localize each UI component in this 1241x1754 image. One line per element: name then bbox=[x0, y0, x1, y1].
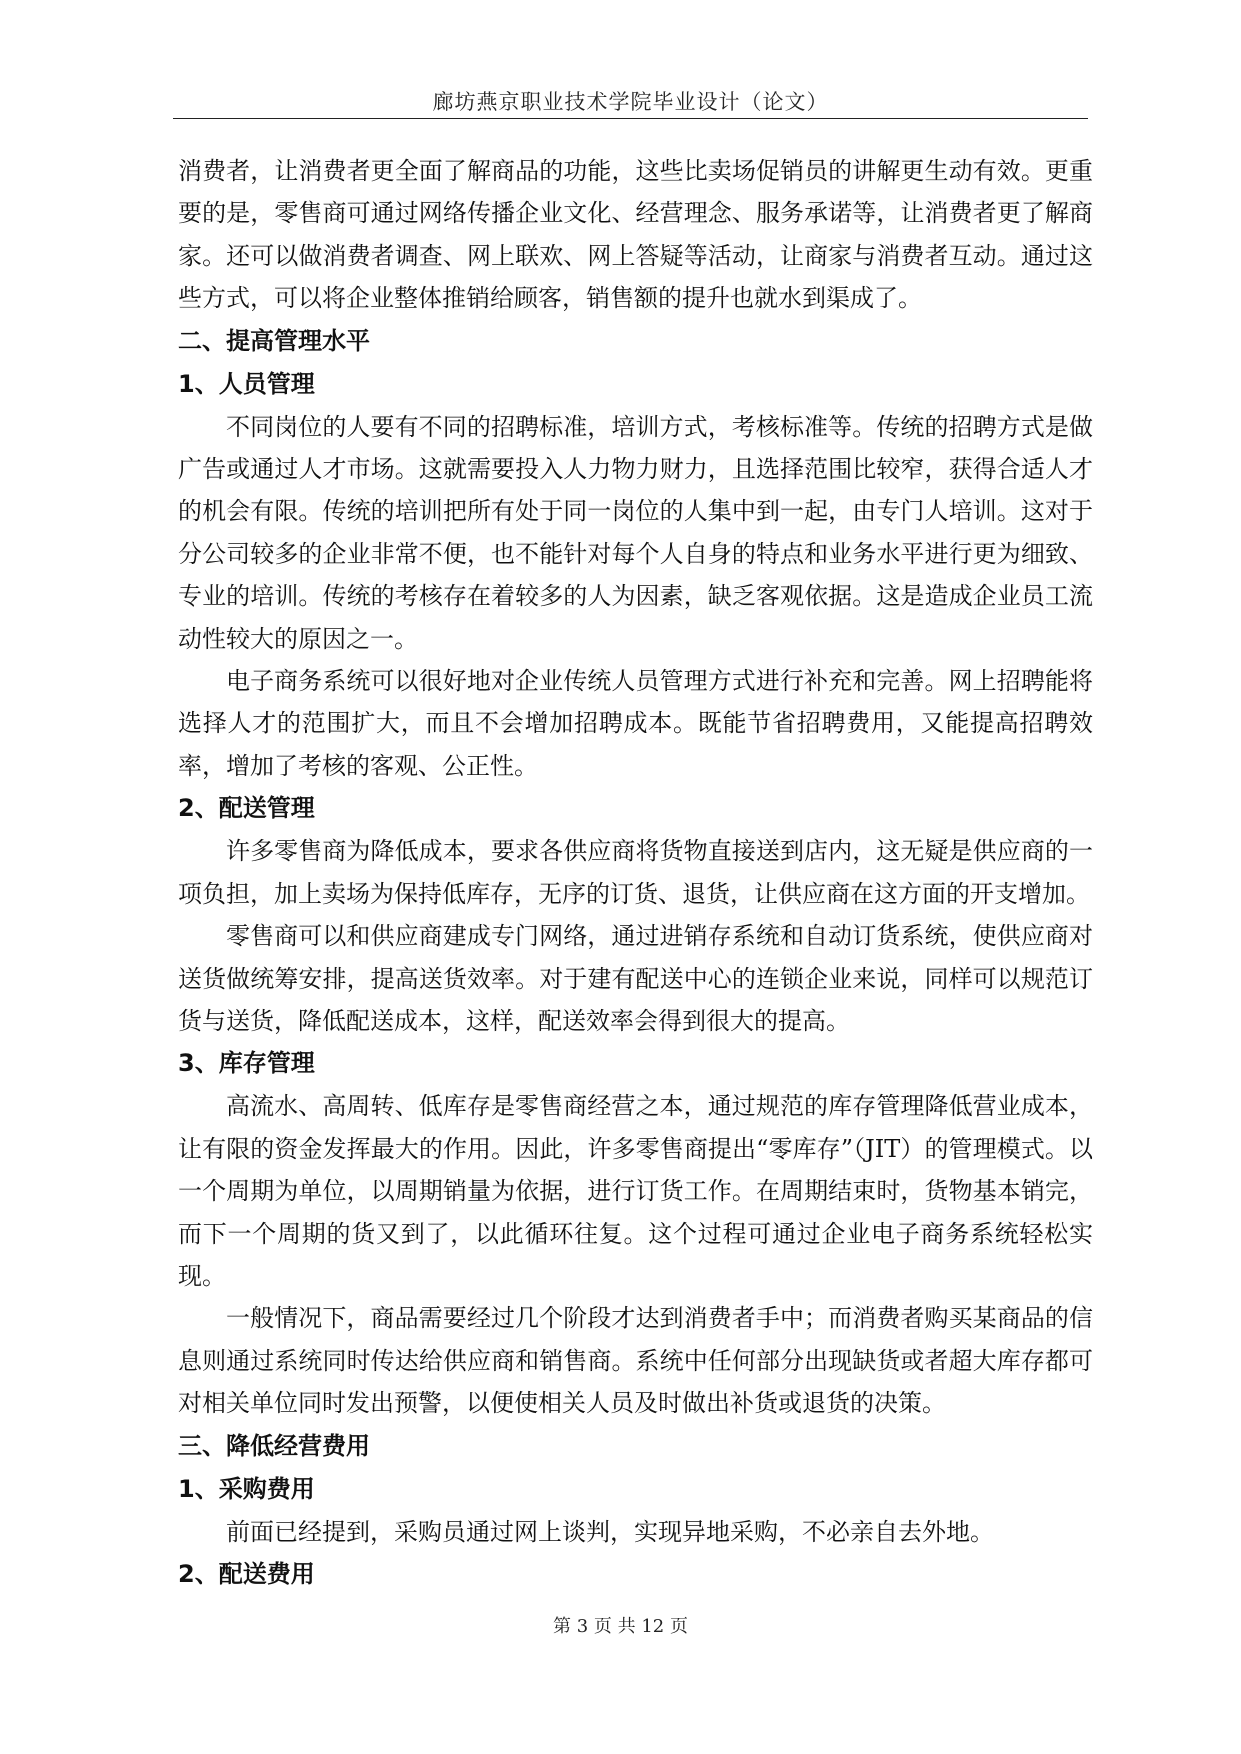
paragraph-personnel-2: 电子商务系统可以很好地对企业传统人员管理方式进行补充和完善。网上招聘能将选择人才的范围扩大，而且不会增加招聘成本。既能节省招聘费用，又能提高招聘效率，增加了考核的客观、公正性。 bbox=[178, 667, 1093, 780]
section-heading-3: 三、降低经营费用 bbox=[178, 1431, 370, 1460]
document-body bbox=[178, 150, 1093, 1596]
subsection-heading-personnel: 1、人员管理 bbox=[178, 369, 315, 398]
paragraph-purchasing: 前面已经提到，采购员通过网上谈判，实现异地采购，不必亲自去外地。 bbox=[226, 1517, 994, 1546]
subsection-heading-inventory: 3、库存管理 bbox=[178, 1049, 315, 1078]
paragraph-personnel-1: 不同岗位的人要有不同的招聘标准，培训方式，考核标准等。传统的招聘方式是做广告或通过人才市场。这就需要投入人力物力财力，且选择范围比较窄，获得合适人才的机会有限。传统的培训把所有处于同一岗位的人集中到一起，由专门人培训。这对于分公司较多的企业非常不便，也不能针对每个人自身的特点和业务水平进行更为细致、专业的培训。传统的考核存在着较多的人为因素，缺乏客观依据。这是造成企业员工流动性较大的原因之一。 bbox=[178, 412, 1093, 653]
paragraph-delivery-2: 零售商可以和供应商建成专门网络，通过进销存系统和自动订货系统，使供应商对送货做统筹安排，提高送货效率。对于建有配送中心的连锁企业来说，同样可以规范订货与送货，降低配送成本，这样，配送效率会得到很大的提高。 bbox=[178, 922, 1093, 1035]
paragraph-inventory-1: 高流水、高周转、低库存是零售商经营之本，通过规范的库存管理降低营业成本，让有限的资金发挥最大的作用。因此，许多零售商提出“零库存”（JIT）的管理模式。以一个周期为单位，以周期销量为依据，进行订货工作。在周期结束时，货物基本销完，而下一个周期的货又到了，以此循环往复。这个过程可通过企业电子商务系统轻松实现。 bbox=[178, 1092, 1093, 1290]
header-divider bbox=[173, 118, 1088, 119]
subsection-heading-delivery: 2、配送管理 bbox=[178, 794, 315, 823]
paragraph-intro: 消费者，让消费者更全面了解商品的功能，这些比卖场促销员的讲解更生动有效。更重要的是，零售商可通过网络传播企业文化、经营理念、服务承诺等，让消费者更了解商家。还可以做消费者调查、网上联欢、网上答疑等活动，让商家与消费者互动。通过这些方式，可以将企业整体推销给顾客，销售额的提升也就水到渠成了。 bbox=[178, 157, 1093, 313]
page-number: 第 3 页 共 12 页 bbox=[553, 1616, 688, 1637]
subsection-heading-delivery-cost: 2、配送费用 bbox=[178, 1559, 315, 1588]
subsection-heading-purchasing: 1、采购费用 bbox=[178, 1474, 315, 1503]
paragraph-inventory-2: 一般情况下，商品需要经过几个阶段才达到消费者手中；而消费者购买某商品的信息则通过系统同时传达给供应商和销售商。系统中任何部分出现缺货或者超大库存都可对相关单位同时发出预警，以便使相关人员及时做出补货或退货的决策。 bbox=[178, 1304, 1093, 1418]
paragraph-delivery-1: 许多零售商为降低成本，要求各供应商将货物直接送到店内，这无疑是供应商的一项负担，加上卖场为保持低库存，无序的订货、退货，让供应商在这方面的开支增加。 bbox=[178, 837, 1093, 908]
page-header-title: 廊坊燕京职业技术学院毕业设计（论文） bbox=[432, 90, 829, 114]
section-heading-2: 二、提高管理水平 bbox=[178, 326, 370, 355]
